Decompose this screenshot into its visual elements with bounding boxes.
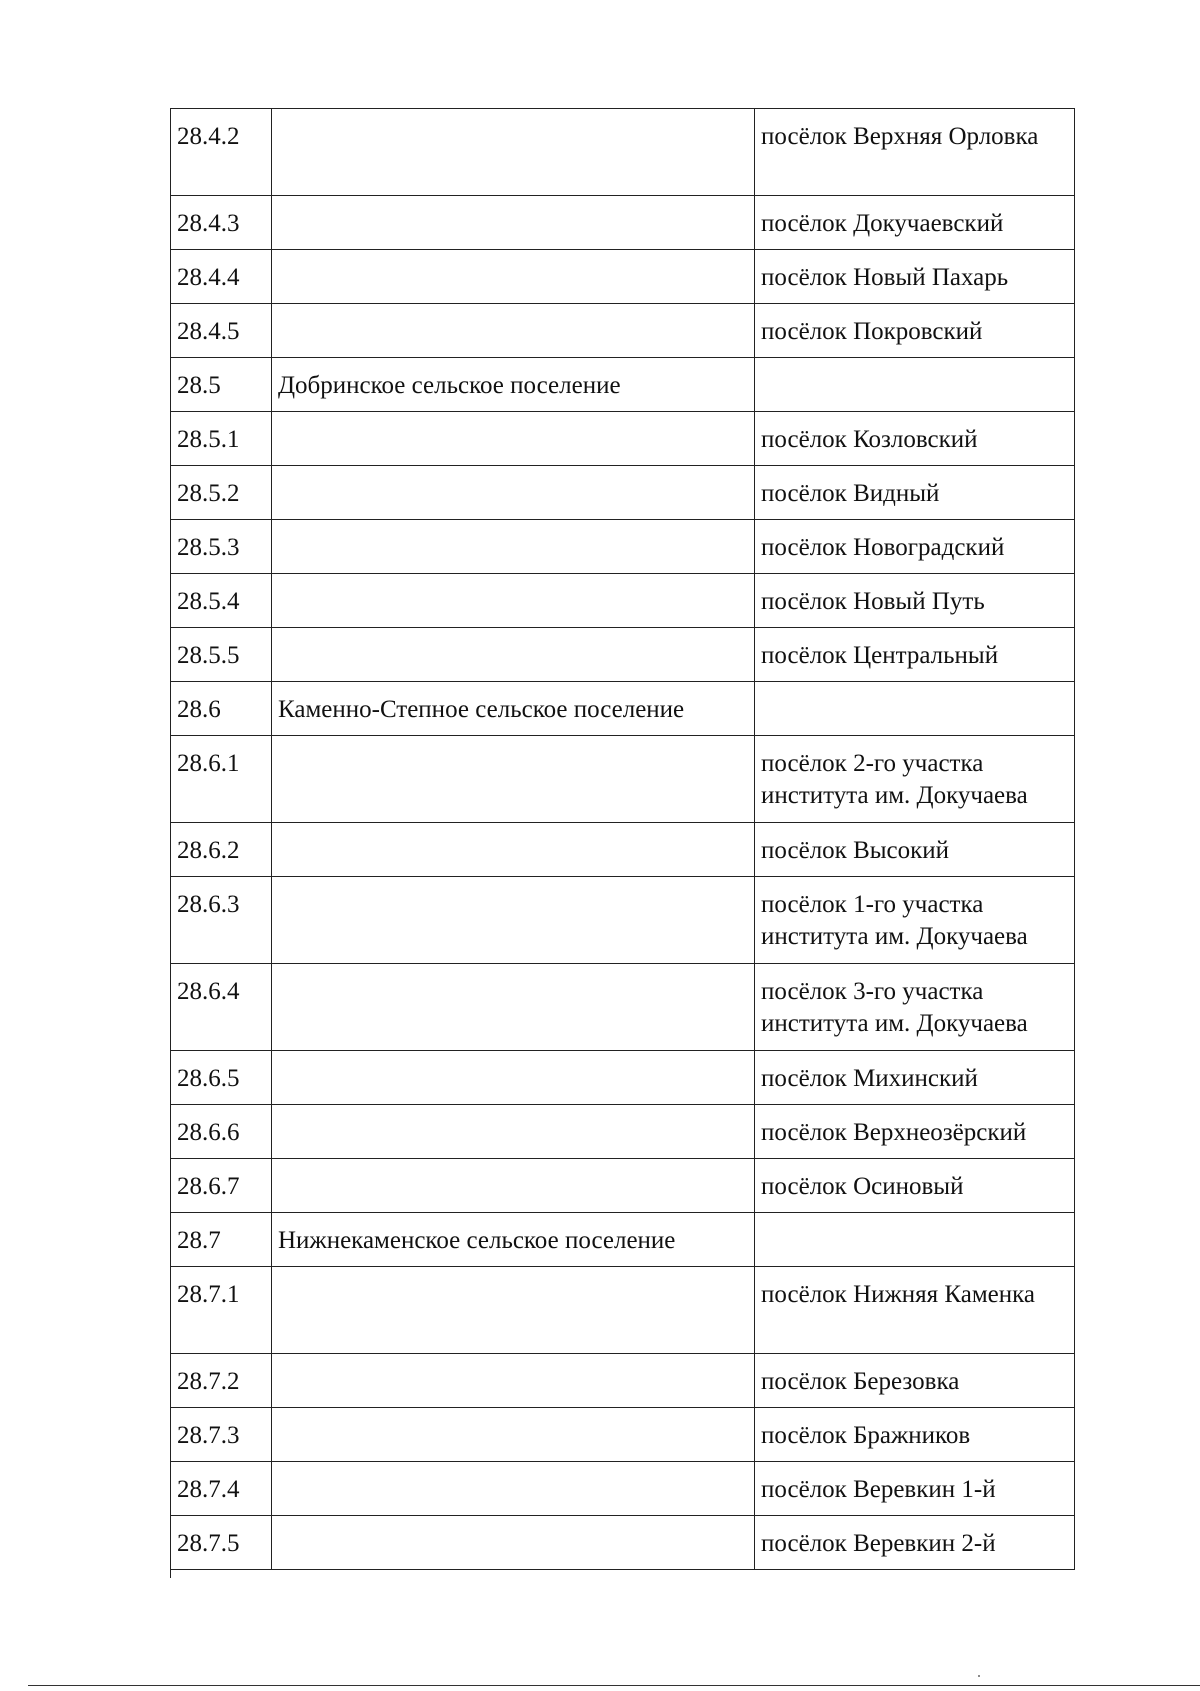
table-row <box>171 1516 1075 1570</box>
table-row <box>171 628 1075 682</box>
table-row <box>171 682 1075 736</box>
table-edge-mark <box>170 1570 171 1578</box>
locality-cell: посёлок 3-го участка института им. Докучаева <box>755 964 1075 1051</box>
row-number-cell: 28.7.2 <box>171 1354 272 1408</box>
locality-cell: посёлок Покровский <box>755 304 1075 358</box>
table-row <box>171 1159 1075 1213</box>
row-number-cell: 28.6.5 <box>171 1051 272 1105</box>
settlement-name-cell <box>272 196 755 250</box>
settlement-name-cell <box>272 466 755 520</box>
settlement-name-cell <box>272 1516 755 1570</box>
row-number-cell: 28.4.5 <box>171 304 272 358</box>
locality-cell: посёлок Центральный <box>755 628 1075 682</box>
locality-cell: посёлок Верхняя Орловка <box>755 109 1075 196</box>
row-number-cell: 28.6 <box>171 682 272 736</box>
locality-cell: посёлок Новый Пахарь <box>755 250 1075 304</box>
table-row <box>171 1051 1075 1105</box>
table-row <box>171 877 1075 964</box>
table-row <box>171 412 1075 466</box>
row-number-cell: 28.5 <box>171 358 272 412</box>
row-number-cell: 28.7.1 <box>171 1267 272 1354</box>
locality-cell: посёлок Веревкин 1-й <box>755 1462 1075 1516</box>
settlement-name-cell <box>272 1105 755 1159</box>
row-number-cell: 28.5.5 <box>171 628 272 682</box>
table-row <box>171 358 1075 412</box>
settlement-name-cell <box>272 877 755 964</box>
page-bottom-rule <box>28 1685 1200 1686</box>
table-row <box>171 736 1075 823</box>
locality-cell: посёлок Верхнеозёрский <box>755 1105 1075 1159</box>
locality-cell: посёлок Нижняя Каменка <box>755 1267 1075 1354</box>
settlement-name-cell <box>272 628 755 682</box>
row-number-cell: 28.6.3 <box>171 877 272 964</box>
settlement-name-cell: Нижнекаменское сельское поселение <box>272 1213 755 1267</box>
settlement-name-cell <box>272 574 755 628</box>
locality-cell: посёлок Осиновый <box>755 1159 1075 1213</box>
row-number-cell: 28.7.5 <box>171 1516 272 1570</box>
settlement-name-cell <box>272 250 755 304</box>
locality-cell <box>755 682 1075 736</box>
table-row <box>171 109 1075 196</box>
table-row <box>171 520 1075 574</box>
table-row <box>171 574 1075 628</box>
settlement-name-cell <box>272 109 755 196</box>
table-row <box>171 1213 1075 1267</box>
settlements-table-body <box>171 109 1075 1570</box>
row-number-cell: 28.4.2 <box>171 109 272 196</box>
table-row <box>171 964 1075 1051</box>
locality-cell <box>755 1213 1075 1267</box>
settlement-name-cell <box>272 736 755 823</box>
row-number-cell: 28.7.3 <box>171 1408 272 1462</box>
table-row <box>171 250 1075 304</box>
locality-cell: посёлок Березовка <box>755 1354 1075 1408</box>
row-number-cell: 28.4.3 <box>171 196 272 250</box>
locality-cell: посёлок Докучаевский <box>755 196 1075 250</box>
settlement-name-cell <box>272 520 755 574</box>
row-number-cell: 28.6.2 <box>171 823 272 877</box>
settlement-name-cell <box>272 412 755 466</box>
row-number-cell: 28.6.1 <box>171 736 272 823</box>
scan-speck <box>978 1675 980 1677</box>
table-row <box>171 1267 1075 1354</box>
row-number-cell: 28.5.1 <box>171 412 272 466</box>
table-row <box>171 466 1075 520</box>
settlement-name-cell <box>272 964 755 1051</box>
row-number-cell: 28.6.6 <box>171 1105 272 1159</box>
settlement-name-cell <box>272 1408 755 1462</box>
row-number-cell: 28.5.3 <box>171 520 272 574</box>
locality-cell: посёлок Бражников <box>755 1408 1075 1462</box>
row-number-cell: 28.5.4 <box>171 574 272 628</box>
table-row <box>171 1408 1075 1462</box>
table-row <box>171 1105 1075 1159</box>
settlement-name-cell: Добринское сельское поселение <box>272 358 755 412</box>
settlement-name-cell <box>272 1354 755 1408</box>
row-number-cell: 28.5.2 <box>171 466 272 520</box>
settlement-name-cell <box>272 304 755 358</box>
settlement-name-cell <box>272 1462 755 1516</box>
locality-cell: посёлок Веревкин 2-й <box>755 1516 1075 1570</box>
table-row <box>171 1462 1075 1516</box>
locality-cell <box>755 358 1075 412</box>
table-row <box>171 304 1075 358</box>
row-number-cell: 28.6.4 <box>171 964 272 1051</box>
row-number-cell: 28.7.4 <box>171 1462 272 1516</box>
locality-cell: посёлок Козловский <box>755 412 1075 466</box>
locality-cell: посёлок Новоградский <box>755 520 1075 574</box>
table-row <box>171 823 1075 877</box>
locality-cell: посёлок 2-го участка института им. Докучаева <box>755 736 1075 823</box>
locality-cell: посёлок 1-го участка института им. Докучаева <box>755 877 1075 964</box>
locality-cell: посёлок Михинский <box>755 1051 1075 1105</box>
settlement-name-cell: Каменно-Степное сельское поселение <box>272 682 755 736</box>
row-number-cell: 28.7 <box>171 1213 272 1267</box>
locality-cell: посёлок Видный <box>755 466 1075 520</box>
settlement-name-cell <box>272 823 755 877</box>
locality-cell: посёлок Новый Путь <box>755 574 1075 628</box>
settlement-name-cell <box>272 1159 755 1213</box>
settlements-table <box>170 108 1075 1570</box>
row-number-cell: 28.4.4 <box>171 250 272 304</box>
settlement-name-cell <box>272 1267 755 1354</box>
row-number-cell: 28.6.7 <box>171 1159 272 1213</box>
table-row <box>171 196 1075 250</box>
locality-cell: посёлок Высокий <box>755 823 1075 877</box>
table-row <box>171 1354 1075 1408</box>
settlement-name-cell <box>272 1051 755 1105</box>
